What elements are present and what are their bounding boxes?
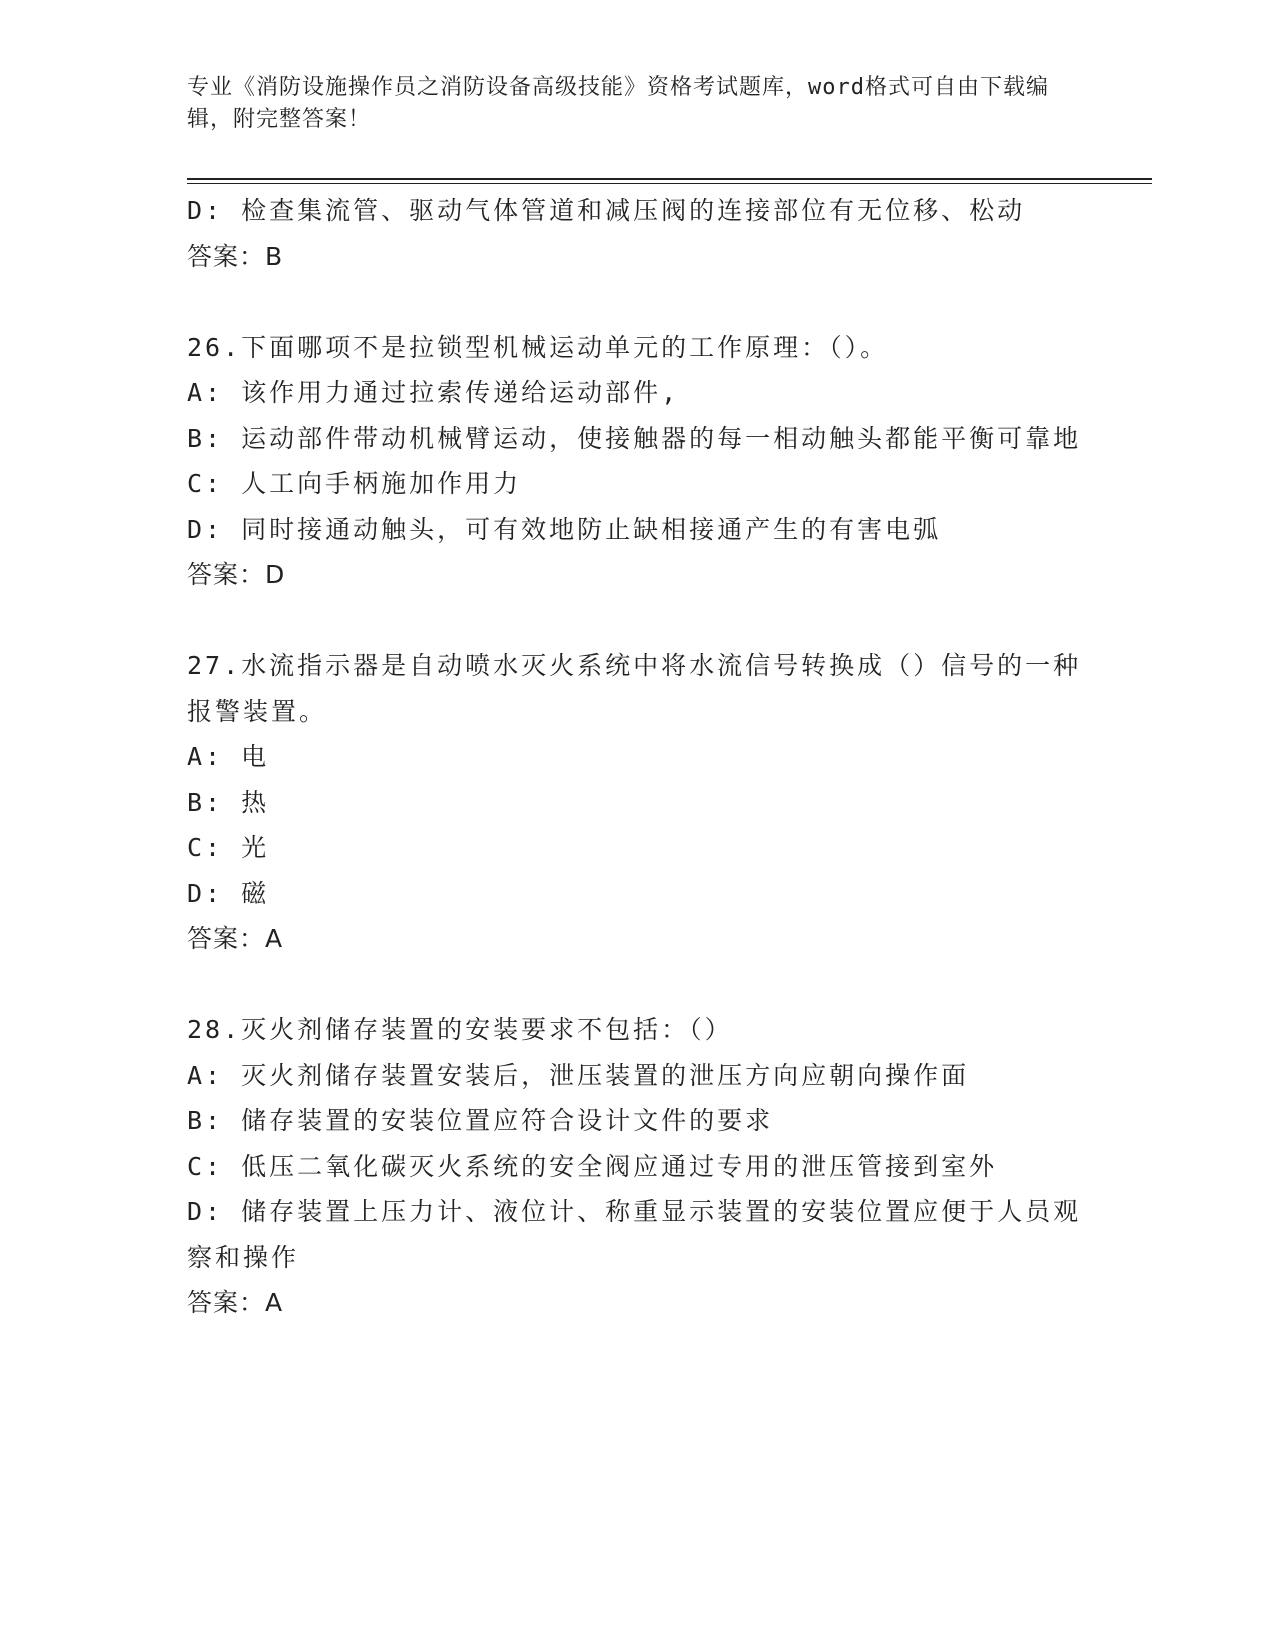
header-rule-thin — [187, 183, 1152, 184]
option-c: C: 人工向手柄施加作用力 — [187, 469, 522, 498]
answer: 答案：A — [187, 1288, 284, 1317]
header-text: 专业《消防设施操作员之消防设备高级技能》资格考试题库，word格式可自由下载编辑，附完整答案！ — [187, 75, 1049, 132]
option-d: D: 储存装置上压力计、液位计、称重显示装置的安装位置应便于人员观察和操作 — [187, 1197, 1082, 1272]
answer: 答案：A — [187, 924, 284, 953]
question-27 — [187, 643, 1087, 962]
question-stem: 28.灭火剂储存装置的安装要求不包括：（） — [187, 1015, 733, 1044]
option-b: B: 运动部件带动机械臂运动，使接触器的每一相动触头都能平衡可靠地 — [187, 423, 1082, 453]
lead-answer: 答案：B — [187, 241, 284, 271]
option-d: D: 同时接通动触头，可有效地防止缺相接通产生的有害电弧 — [187, 514, 942, 544]
option-a: A: 灭火剂储存装置安装后，泄压装置的泄压方向应朝向操作面 — [187, 1060, 970, 1090]
option-c: C: 光 — [187, 833, 270, 862]
question-26 — [187, 325, 1087, 598]
header-rule-thick — [187, 178, 1152, 180]
answer: 答案：D — [187, 560, 286, 589]
lead-option-d: D: 检查集流管、驱动气体管道和减压阀的连接部位有无位移、松动 — [187, 196, 1026, 225]
option-d: D: 磁 — [187, 878, 270, 908]
question-28 — [187, 1007, 1087, 1326]
spacer — [187, 598, 1087, 644]
spacer — [187, 279, 1087, 325]
spacer — [187, 962, 1087, 1008]
question-stem: 26.下面哪项不是拉锁型机械运动单元的工作原理：（）。 — [187, 332, 889, 362]
option-b: B: 储存装置的安装位置应符合设计文件的要求 — [187, 1106, 774, 1135]
question-content — [187, 188, 1087, 1326]
question-stem: 27.水流指示器是自动喷水灭火系统中将水流信号转换成（）信号的一种报警装置。 — [187, 651, 1082, 726]
option-c: C: 低压二氧化碳灭火系统的安全阀应通过专用的泄压管接到室外 — [187, 1151, 998, 1181]
option-a: A: 电 — [187, 742, 270, 771]
option-a: A: 该作用力通过拉索传递给运动部件, — [187, 378, 680, 407]
option-b: B: 热 — [187, 787, 270, 817]
page-header — [187, 72, 1077, 136]
